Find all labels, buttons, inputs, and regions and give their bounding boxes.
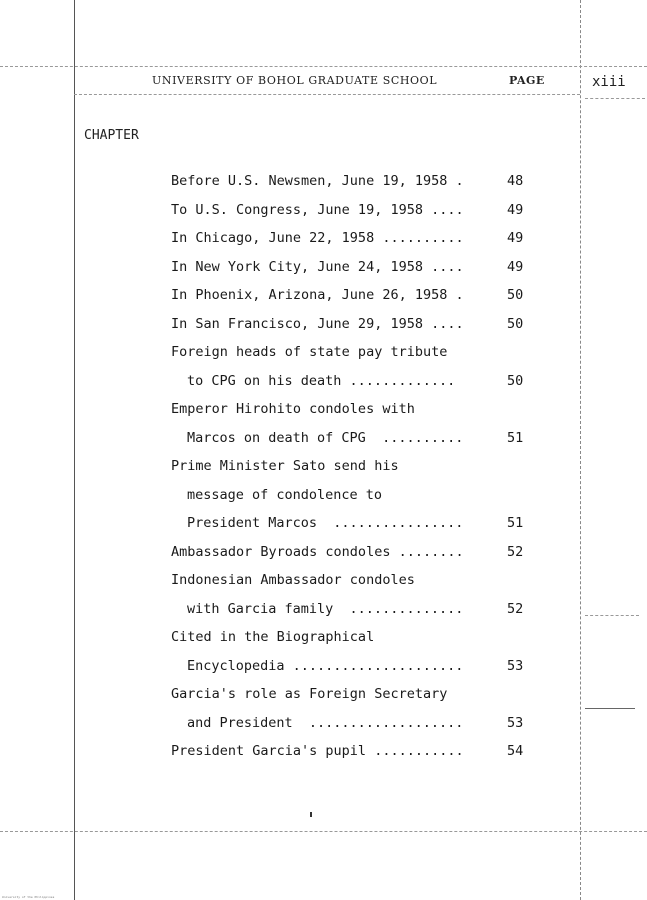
toc-entry-page: 49 (507, 258, 524, 275)
toc-entry-page: 52 (507, 543, 524, 560)
toc-entry-title: In Phoenix, Arizona, June 26, 1958 . (171, 287, 464, 303)
toc-entry (0, 743, 647, 772)
header-underline (74, 94, 580, 95)
toc-entry-title: Emperor Hirohito condoles with (171, 401, 415, 417)
toc-entry (0, 458, 647, 487)
toc-entry-page: 53 (507, 657, 524, 674)
toc-entry-continuation (0, 487, 647, 516)
toc-entry-title: President Marcos ................ (187, 515, 464, 531)
toc-entry-continuation (0, 373, 647, 402)
toc-entry-title: to CPG on his death ............. (187, 372, 456, 389)
toc-entry-continuation (0, 601, 647, 630)
bottom-rule (0, 831, 647, 832)
page-label: PAGE (509, 74, 545, 87)
right-edge-rule-top (585, 98, 645, 99)
toc-entry-title: and President ................... (187, 714, 464, 731)
table-of-contents (0, 173, 647, 772)
toc-entry-continuation (0, 658, 647, 687)
toc-entry (0, 401, 647, 430)
top-rule (0, 66, 647, 67)
toc-entry-title: Cited in the Biographical (171, 629, 375, 645)
toc-entry (0, 572, 647, 601)
toc-entry-page: 50 (507, 287, 524, 303)
toc-entry-page: 48 (507, 173, 524, 189)
toc-entry-page: 49 (507, 230, 524, 246)
chapter-label: CHAPTER (84, 128, 139, 143)
toc-entry-title: Garcia's role as Foreign Secretary (171, 686, 448, 702)
toc-entry-continuation (0, 430, 647, 459)
toc-entry-title: Foreign heads of state pay tribute (171, 344, 448, 360)
toc-entry-title: In Chicago, June 22, 1958 .......... (171, 230, 464, 246)
toc-entry (0, 202, 647, 231)
toc-entry-page: 54 (507, 743, 524, 759)
toc-entry (0, 629, 647, 658)
toc-entry-continuation (0, 715, 647, 744)
toc-entry-title: Encyclopedia ..................... (187, 657, 464, 674)
toc-entry (0, 316, 647, 345)
toc-entry-title: In New York City, June 24, 1958 .... (171, 258, 464, 275)
page-number: xiii (592, 74, 626, 90)
toc-entry-title: Indonesian Ambassador condoles (171, 572, 415, 588)
institution-header: UNIVERSITY OF BOHOL GRADUATE SCHOOL (152, 74, 438, 87)
toc-entry-page: 53 (507, 714, 524, 731)
toc-entry (0, 259, 647, 288)
toc-entry (0, 344, 647, 373)
toc-entry-title: message of condolence to (187, 486, 383, 503)
toc-entry-title: with Garcia family .............. (187, 600, 464, 617)
toc-entry (0, 287, 647, 316)
toc-entry (0, 544, 647, 573)
toc-entry-title: To U.S. Congress, June 19, 1958 .... (171, 201, 464, 218)
toc-entry-page: 51 (507, 429, 524, 446)
toc-entry-title: Prime Minister Sato send his (171, 458, 399, 474)
toc-entry-continuation (0, 515, 647, 544)
toc-entry-page: 50 (507, 315, 524, 332)
footer-mark (310, 812, 312, 817)
toc-entry-page: 49 (507, 201, 524, 218)
toc-entry (0, 686, 647, 715)
toc-entry-title: President Garcia's pupil ........... (171, 743, 464, 759)
toc-entry-title: Marcos on death of CPG .......... (187, 429, 464, 446)
toc-entry (0, 230, 647, 259)
toc-entry-title: Ambassador Byroads condoles ........ (171, 543, 464, 560)
toc-entry-title: Before U.S. Newsmen, June 19, 1958 . (171, 173, 464, 189)
toc-entry-page: 51 (507, 515, 524, 531)
toc-entry (0, 173, 647, 202)
toc-entry-page: 50 (507, 372, 524, 389)
toc-entry-title: In San Francisco, June 29, 1958 .... (171, 315, 464, 332)
toc-entry-page: 52 (507, 600, 524, 617)
scan-credit: University of the Philippines (2, 895, 55, 899)
